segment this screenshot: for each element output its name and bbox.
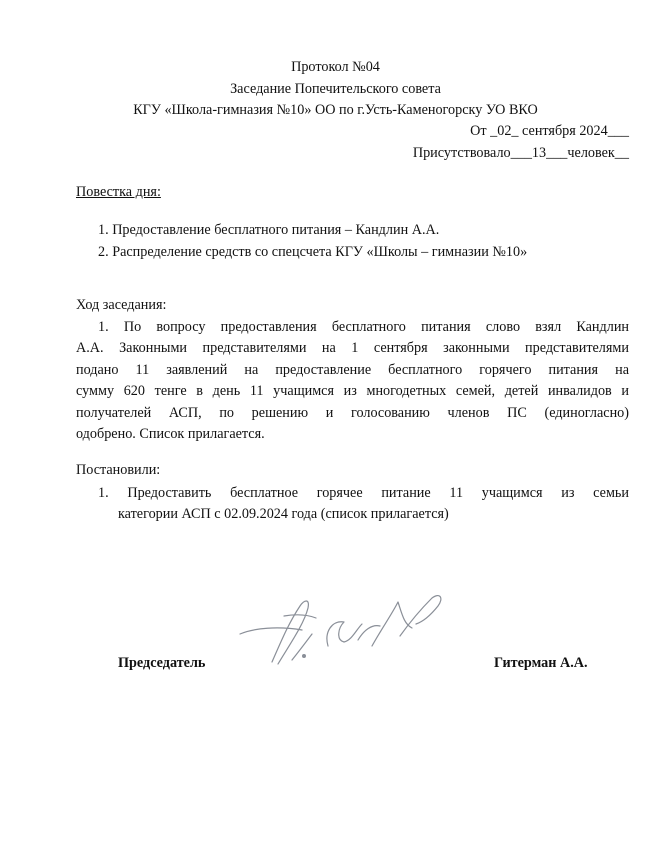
- agenda-item: 1. Предоставление бесплатного питания – Кандлин А.А.: [98, 222, 440, 238]
- proceedings-line: подано 11 заявлений на предоставление бесплатного горячего питания на: [76, 362, 629, 378]
- proceedings-heading: Ход заседания:: [76, 297, 167, 313]
- chairman-name: Гитерман А.А.: [494, 655, 588, 671]
- handwritten-signature: [232, 584, 452, 670]
- attendance-line: Присутствовало___13___человек__: [412, 145, 629, 161]
- agenda-heading: Повестка дня:: [76, 184, 161, 200]
- agenda-item: 2. Распределение средств со спецсчета КГУ «Школы – гимназии №10»: [98, 244, 528, 260]
- proceedings-line: А.А. Законными представителями на 1 сентября законными представителями: [76, 340, 629, 356]
- resolution-line: категории АСП с 02.09.2024 года (список прилагается): [118, 506, 449, 522]
- resolution-line: 1. Предоставить бесплатное горячее питание 11 учащимся из семьи: [98, 485, 629, 501]
- proceedings-line: 1. По вопросу предоставления бесплатного питания слово взял Кандлин: [98, 319, 629, 335]
- proceedings-line: одобрено. Список прилагается.: [76, 426, 265, 442]
- protocol-title: Протокол №04: [291, 59, 380, 75]
- meeting-title: Заседание Попечительского совета: [230, 81, 441, 97]
- chairman-label: Председатель: [118, 655, 206, 671]
- organization-title: КГУ «Школа-гимназия №10» ОО по г.Усть-Каменогорску УО ВКО: [133, 102, 538, 118]
- resolution-heading: Постановили:: [76, 462, 161, 478]
- proceedings-line: сумму 620 тенге в день 11 учащимся из многодетных семей, детей инвалидов и: [76, 383, 629, 399]
- proceedings-line: получателей АСП, по решению и голосованию членов ПС (единогласно): [76, 405, 629, 421]
- date-line: От _02_ сентября 2024___: [470, 123, 629, 139]
